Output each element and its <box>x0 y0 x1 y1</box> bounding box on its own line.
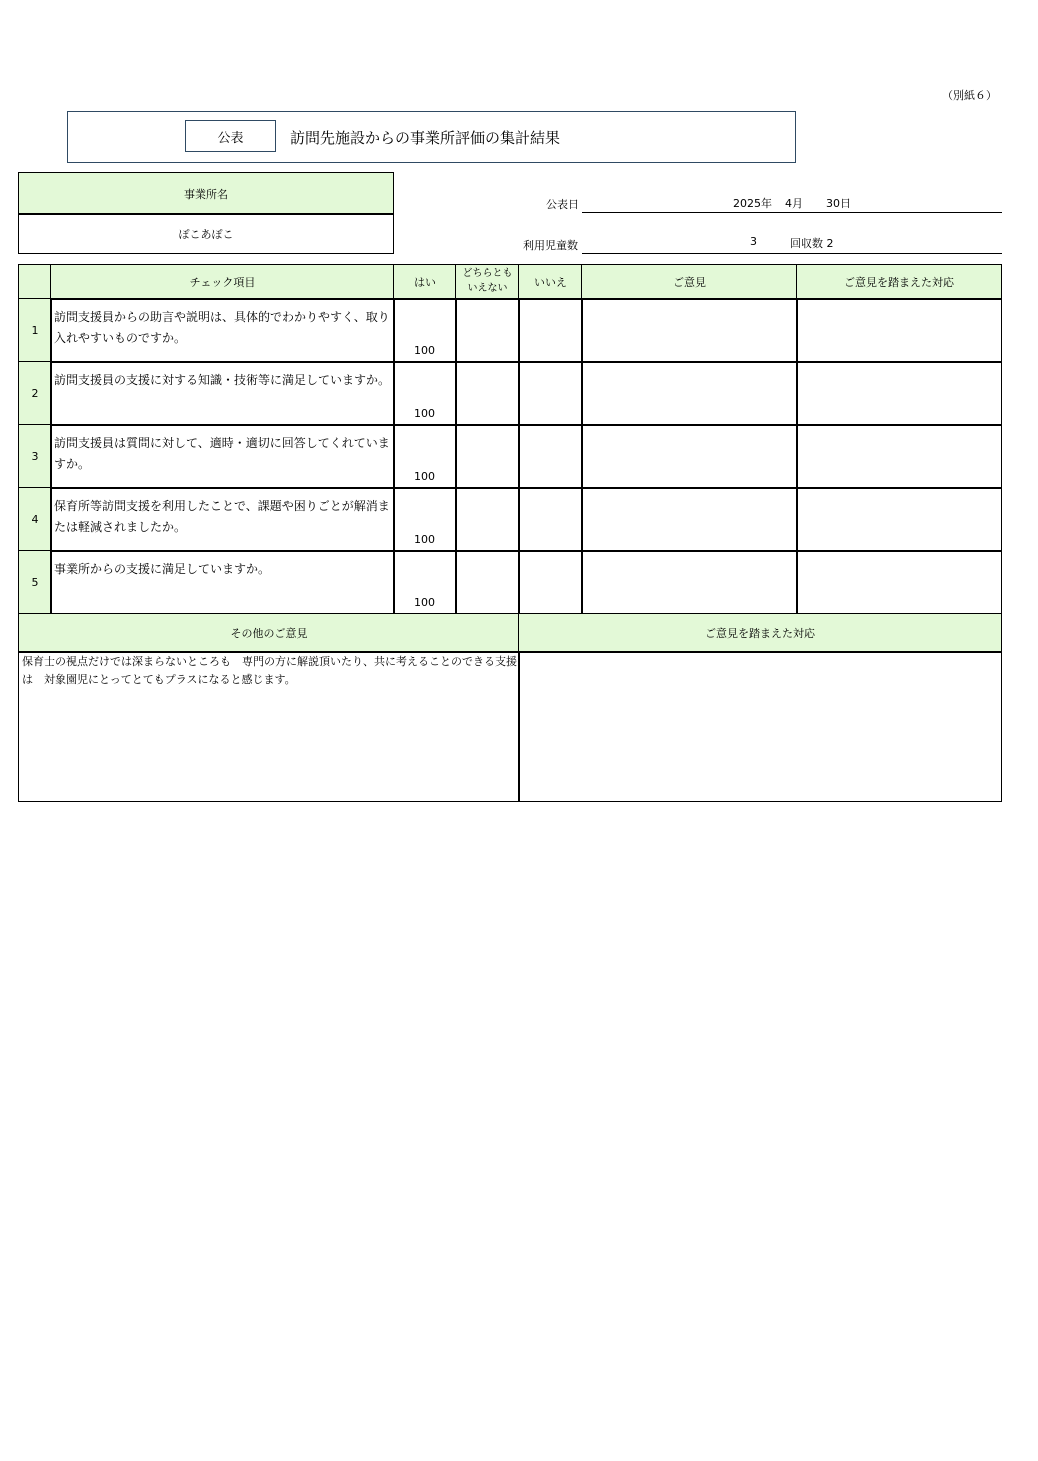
opinion-cell <box>581 424 798 489</box>
date-underline <box>582 212 1002 213</box>
users-underline <box>582 253 1002 254</box>
question-text: 訪問支援員は質問に対して、適時・適切に回答してくれていますか。 <box>50 424 395 489</box>
question-text: 訪問支援員からの助言や説明は、具体的でわかりやすく、取り入れやすいものですか。 <box>50 298 395 363</box>
users-count-value: 3 <box>750 235 757 248</box>
opinion-cell <box>581 550 798 615</box>
users-count-label: 利用児童数 <box>523 239 578 252</box>
response-cell <box>796 361 1002 426</box>
header-no: いいえ <box>518 264 583 300</box>
yes-cell <box>393 487 457 552</box>
no-cell <box>518 487 583 552</box>
response-cell <box>796 550 1002 615</box>
yes-value: 100 <box>414 596 435 609</box>
yes-cell <box>393 361 457 426</box>
neither-cell <box>455 424 520 489</box>
question-text: 保育所等訪問支援を利用したことで、課題や困りごとが解消または軽減されましたか。 <box>50 487 395 552</box>
opinion-cell <box>581 487 798 552</box>
row-number: 1 <box>18 298 52 363</box>
header-neither-line1: どちらとも <box>462 268 513 279</box>
other-opinions-text: 保育士の視点だけでは深まらないところも 専門の方に解説頂いたり、共に考えることのできる支援は 対象園児にとってとてもプラスになると感じます。 <box>18 651 520 802</box>
neither-cell <box>455 550 520 615</box>
header-neither <box>455 264 520 300</box>
response-cell <box>796 424 1002 489</box>
yes-cell <box>393 424 457 489</box>
other-opinions-header: その他のご意見 <box>18 613 520 653</box>
opinion-cell <box>581 298 798 363</box>
no-cell <box>518 361 583 426</box>
other-response-text <box>518 651 1002 802</box>
collected-count: 回収数 2 <box>790 237 834 250</box>
neither-cell <box>455 487 520 552</box>
office-name-header: 事業所名 <box>18 172 394 215</box>
publication-month: 4月 <box>785 197 803 210</box>
row-number: 2 <box>18 361 52 426</box>
yes-value: 100 <box>414 407 435 420</box>
header-check-item: チェック項目 <box>50 264 395 300</box>
other-response-header: ご意見を踏まえた対応 <box>518 613 1002 653</box>
neither-cell <box>455 298 520 363</box>
header-number <box>18 264 52 300</box>
header-opinion: ご意見 <box>581 264 798 300</box>
neither-cell <box>455 361 520 426</box>
opinion-cell <box>581 361 798 426</box>
row-number: 5 <box>18 550 52 615</box>
office-name-value: ぽこあぽこ <box>18 213 394 254</box>
appendix-label: （別紙６） <box>942 89 997 102</box>
publication-day: 30日 <box>826 197 851 210</box>
question-text: 事業所からの支援に満足していますか。 <box>50 550 395 615</box>
header-yes: はい <box>393 264 457 300</box>
no-cell <box>518 550 583 615</box>
title-frame <box>67 111 796 163</box>
response-cell <box>796 487 1002 552</box>
publication-date-label: 公表日 <box>546 198 579 211</box>
response-cell <box>796 298 1002 363</box>
publication-badge: 公表 <box>185 120 276 152</box>
no-cell <box>518 298 583 363</box>
question-text: 訪問支援員の支援に対する知識・技術等に満足していますか。 <box>50 361 395 426</box>
header-response: ご意見を踏まえた対応 <box>796 264 1002 300</box>
yes-cell <box>393 550 457 615</box>
publication-year: 2025年 <box>733 197 772 210</box>
yes-cell <box>393 298 457 363</box>
yes-value: 100 <box>414 344 435 357</box>
page-title: 訪問先施設からの事業所評価の集計結果 <box>290 129 561 147</box>
row-number: 3 <box>18 424 52 489</box>
row-number: 4 <box>18 487 52 552</box>
yes-value: 100 <box>414 533 435 546</box>
header-neither-line2: いえない <box>467 283 508 294</box>
no-cell <box>518 424 583 489</box>
yes-value: 100 <box>414 470 435 483</box>
